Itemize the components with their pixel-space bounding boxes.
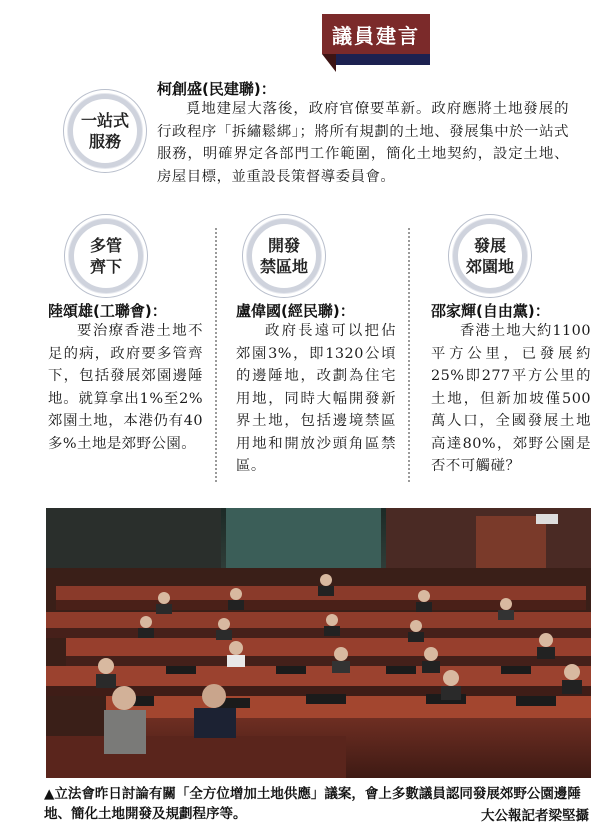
badge-line-2: 郊園地 [465,257,514,276]
speaker-name-col3: 邵家輝(自由黨)： [431,302,550,320]
badge-line-2: 齊下 [89,257,122,276]
badge-develop-closed-area [247,219,321,293]
badge-develop-country-park [453,219,527,293]
badge-line-1: 多管 [89,236,122,255]
badge-multi-pronged [69,219,143,293]
speaker-name-col1: 陸頌雄(工聯會)： [48,302,167,320]
tag-fold-decoration [322,54,336,72]
badge-line-1: 發展 [473,236,506,255]
badge-line-2: 禁區地 [259,257,308,276]
speaker-text-col3: 香港土地大約1100平方公里，已發展約25%即277平方公里的土地，但新加坡僅500萬人口，全國發展土地高達80%，郊野公園是否不可觸碰？ [431,323,591,474]
section-tag [322,14,430,76]
chamber-photo [46,508,591,778]
section-tag-label-box [322,14,430,54]
photo-caption: ▲立法會昨日討論有關「全方位增加土地供應」議案，會上多數議員認同發展郊野公園邊陲地、簡化土地開發及規劃程序等。 [44,786,581,822]
badge-line-2: 服務 [88,132,121,151]
badge-line-1: 開發 [267,236,300,255]
chamber-illustration [46,508,591,778]
column-divider [408,228,410,482]
speaker-text-col2: 政府長遠可以把佔郊園3%，即1320公頃的邊陲地，改劃為住宅用地，同時大幅開發新界土地，包括邊境禁區用地和開放沙頭角區禁區。 [236,323,396,474]
speaker-text-col1: 要治療香港土地不足的病，政府要多管齊下，包括發展郊園邊陲地。就算拿出1%至2%郊園土地，本港仍有40多%土地是郊野公園。 [48,323,203,452]
column-divider [215,228,217,482]
badge-line-1: 一站式 [80,111,129,130]
speaker-name-main: 柯創盛(民建聯)： [157,80,276,98]
photo-credit: 大公報記者梁堅攝 [481,808,589,824]
tag-underline-bar [336,54,430,65]
speaker-name-col2: 盧偉國(經民聯)： [236,302,355,320]
speaker-text-main: 覓地建屋大落後，政府官僚要革新。政府應將土地發展的行政程序「拆繡鬆綁」；將所有規劃的土地、發展集中於一站式服務，明確界定各部門工作範圍，簡化土地契約，設定土地、房屋目標，並重設長策督導委員會。 [157,101,569,185]
badge-one-stop-service [68,94,142,168]
section-tag-label: 議員建言 [332,23,420,48]
